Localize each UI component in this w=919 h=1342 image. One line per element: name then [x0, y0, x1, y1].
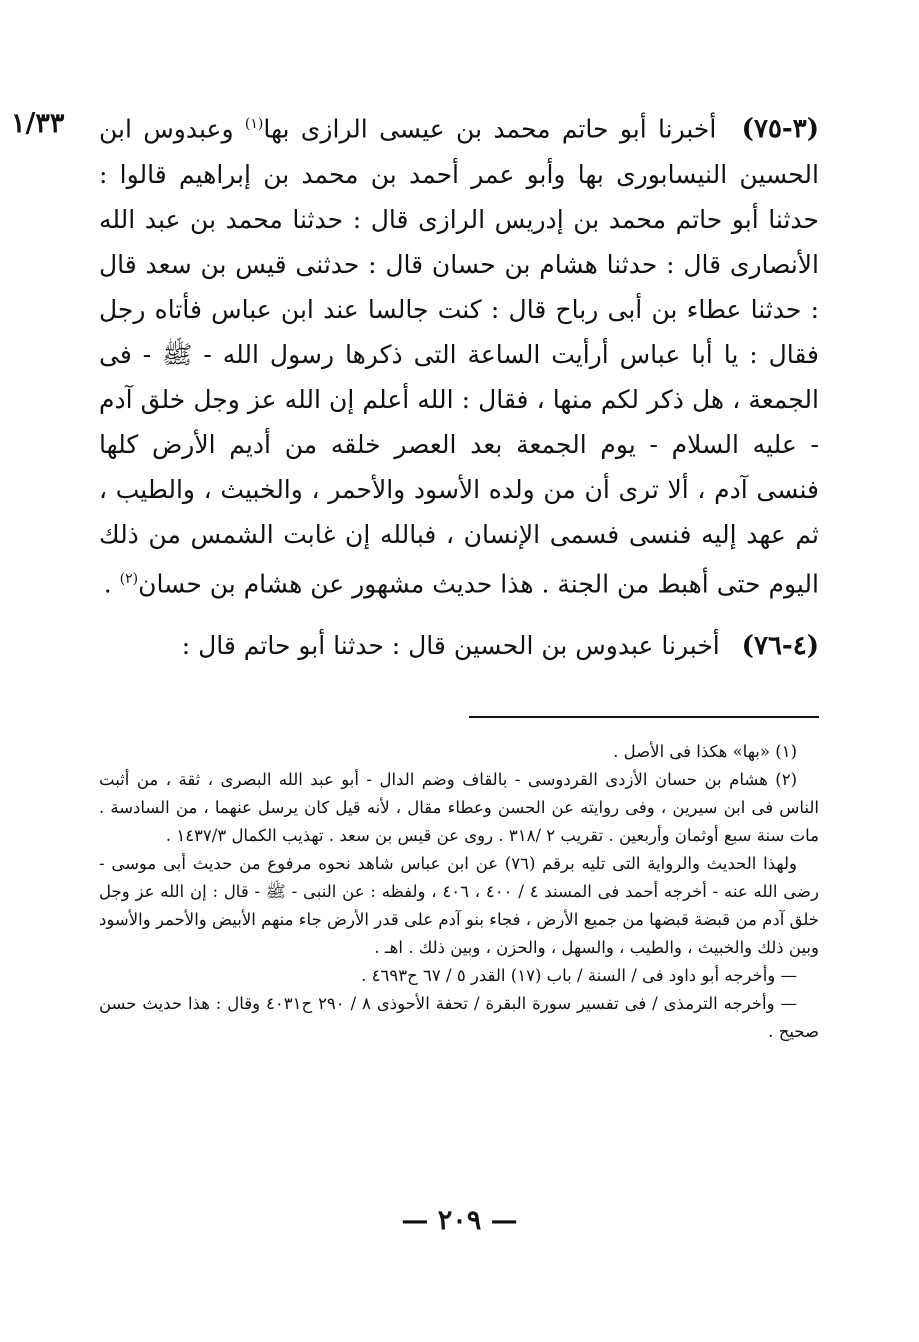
margin-reference: ١/٣٣: [11, 108, 65, 139]
footnotes: [99, 738, 819, 1046]
footnote-marker-2: (٢): [119, 571, 139, 588]
hadith-76-number: (٤-٧٦): [741, 630, 819, 661]
footnote-note-1: ولهذا الحديث والرواية التى تليه برقم (٧٦) عن ابن عباس شاهد نحوه مرفوع من حديث أبى موسى - رضى الله عنه - أخرجه أحمد فى المسند ٤ / ٤٠٠ ، ٤٠٦ ، ولفظه : عن النبى - ﷺ - قال : إن الله عز وجل خلق آدم من قبضة قبضها من جميع الأرض ، فجاء بنو آدم على قدر الأرض جاء منهم الأبيض والأحمر والأسود وبين ذلك والخبيث ، والطيب ، والسهل ، والحزن ، وبين ذلك . اهـ .: [99, 854, 819, 957]
footnote-marker-1: (١): [244, 116, 264, 132]
hadith-75-number: (٣-٧٥): [741, 114, 819, 145]
hadith-76-text: أخبرنا عبدوس بن الحسين قال : حدثنا أبو حاتم قال :: [181, 630, 720, 660]
footnote-1: (١) «بها» هكذا فى الأصل .: [613, 742, 797, 761]
footnote-2: (٢) هشام بن حسان الأزدى القردوسى - بالقاف وضم الدال - أبو عبد الله البصرى ، ثقة ، من أثبت الناس فى ابن سيرين ، وفى روايته عن الحسن وعطاء مقال ، لأنه قيل كان يرسل عنهما ، من السادسة . مات سنة سبع أوثمان وأربعين . تقريب ٢ /٣١٨ . روى عن قيس بن سعد . تهذيب الكمال ١٤٣٧/٣ .: [99, 770, 819, 845]
footnote-note-3: — وأخرجه الترمذى / فى تفسير سورة البقرة / تحفة الأحوذى ٨ / ٢٩٠ ح٤٠٣١ وقال : هذا حديث حسن صحيح .: [99, 994, 819, 1041]
hadith-75-text-continued: وعبدوس ابن الحسين النيسابورى بها وأبو عمر أحمد بن محمد بن إبراهيم قالوا : حدثنا أبو حاتم محمد بن إدريس الرازى قال : حدثنا محمد بن عبد الله الأنصارى قال : حدثنا هشام بن حسان قال : حدثنى قيس بن سعد قال : حدثنا عطاء بن أبى رباح قال : كنت جالسا عند ابن عباس فأتاه رجل فقال : يا أبا عباس أرأيت الساعة التى ذكرها رسول الله - ﷺ - فى الجمعة ، هل ذكر لكم منها ، فقال : الله أعلم إن الله عز وجل خلق آدم - عليه السلام - يوم الجمعة بعد العصر خلقه من أديم الأرض كلها فنسى آدم ، ألا ترى أن من ولده الأسود والأحمر ، والخبيث ، والطيب ، ثم عهد إليه فنسى فسمى الإنسان ، فبالله إن غابت الشمس من ذلك اليوم حتى أهبط من الجنة . هذا حديث مشهور عن هشام بن حسان: [99, 114, 819, 599]
page-number: — ٢٠٩ —: [401, 1205, 518, 1236]
hadith-76-paragraph: [99, 623, 819, 669]
footnote-separator: [469, 716, 819, 718]
hadith-75-text: أخبرنا أبو حاتم محمد بن عيسى الرازى بها: [263, 114, 717, 144]
footnote-note-2: — وأخرجه أبو داود فى / السنة / باب (١٧) القدر ٥ / ٦٧ ح٤٦٩٣ .: [361, 966, 797, 985]
hadith-75-end: .: [103, 569, 112, 599]
hadith-75-paragraph: [99, 102, 819, 607]
main-text: [99, 102, 819, 669]
